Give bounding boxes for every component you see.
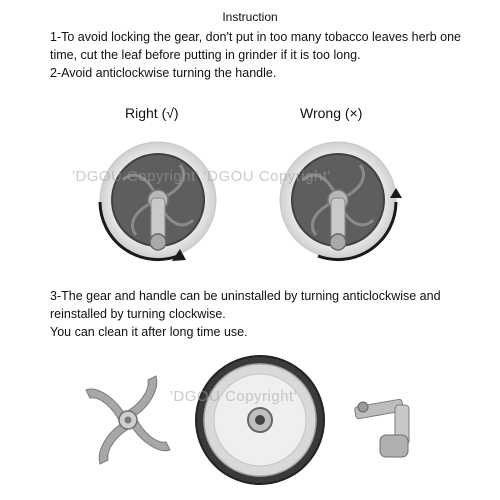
instruction-step3-line3: You can clean it after long time use.: [50, 325, 248, 339]
instruction-step3-line2: reinstalled by turning clockwise.: [50, 307, 226, 321]
instruction-step1-line2: time, cut the leaf before putting in grinder if it is too long.: [50, 48, 361, 62]
grinder-base-illustration: [190, 350, 330, 490]
wrong-way-label: Wrong (×): [300, 105, 363, 121]
wrong-way-grinder-illustration: [268, 130, 408, 270]
watermark-bottom: 'DGOU Copyright': [170, 388, 298, 405]
gear-part-illustration: [68, 360, 188, 480]
instruction-step2: 2-Avoid anticlockwise turning the handle.: [50, 66, 277, 80]
watermark-top: 'DGOU Copyright' 'DGOU Copyright': [72, 168, 331, 185]
anticlockwise-arrow-icon: [395, 190, 396, 191]
right-way-label: Right (√): [125, 105, 179, 121]
instruction-step3-line1: 3-The gear and handle can be uninstalled by turning anticlockwise and: [50, 289, 441, 303]
page-title: Instruction: [222, 10, 278, 24]
handle-part-illustration: [345, 385, 445, 475]
right-way-grinder-illustration: [88, 130, 228, 270]
instruction-step1-line1: 1-To avoid locking the gear, don't put in too many tobacco leaves herb one: [50, 30, 461, 44]
clockwise-arrow-icon: [100, 230, 101, 231]
